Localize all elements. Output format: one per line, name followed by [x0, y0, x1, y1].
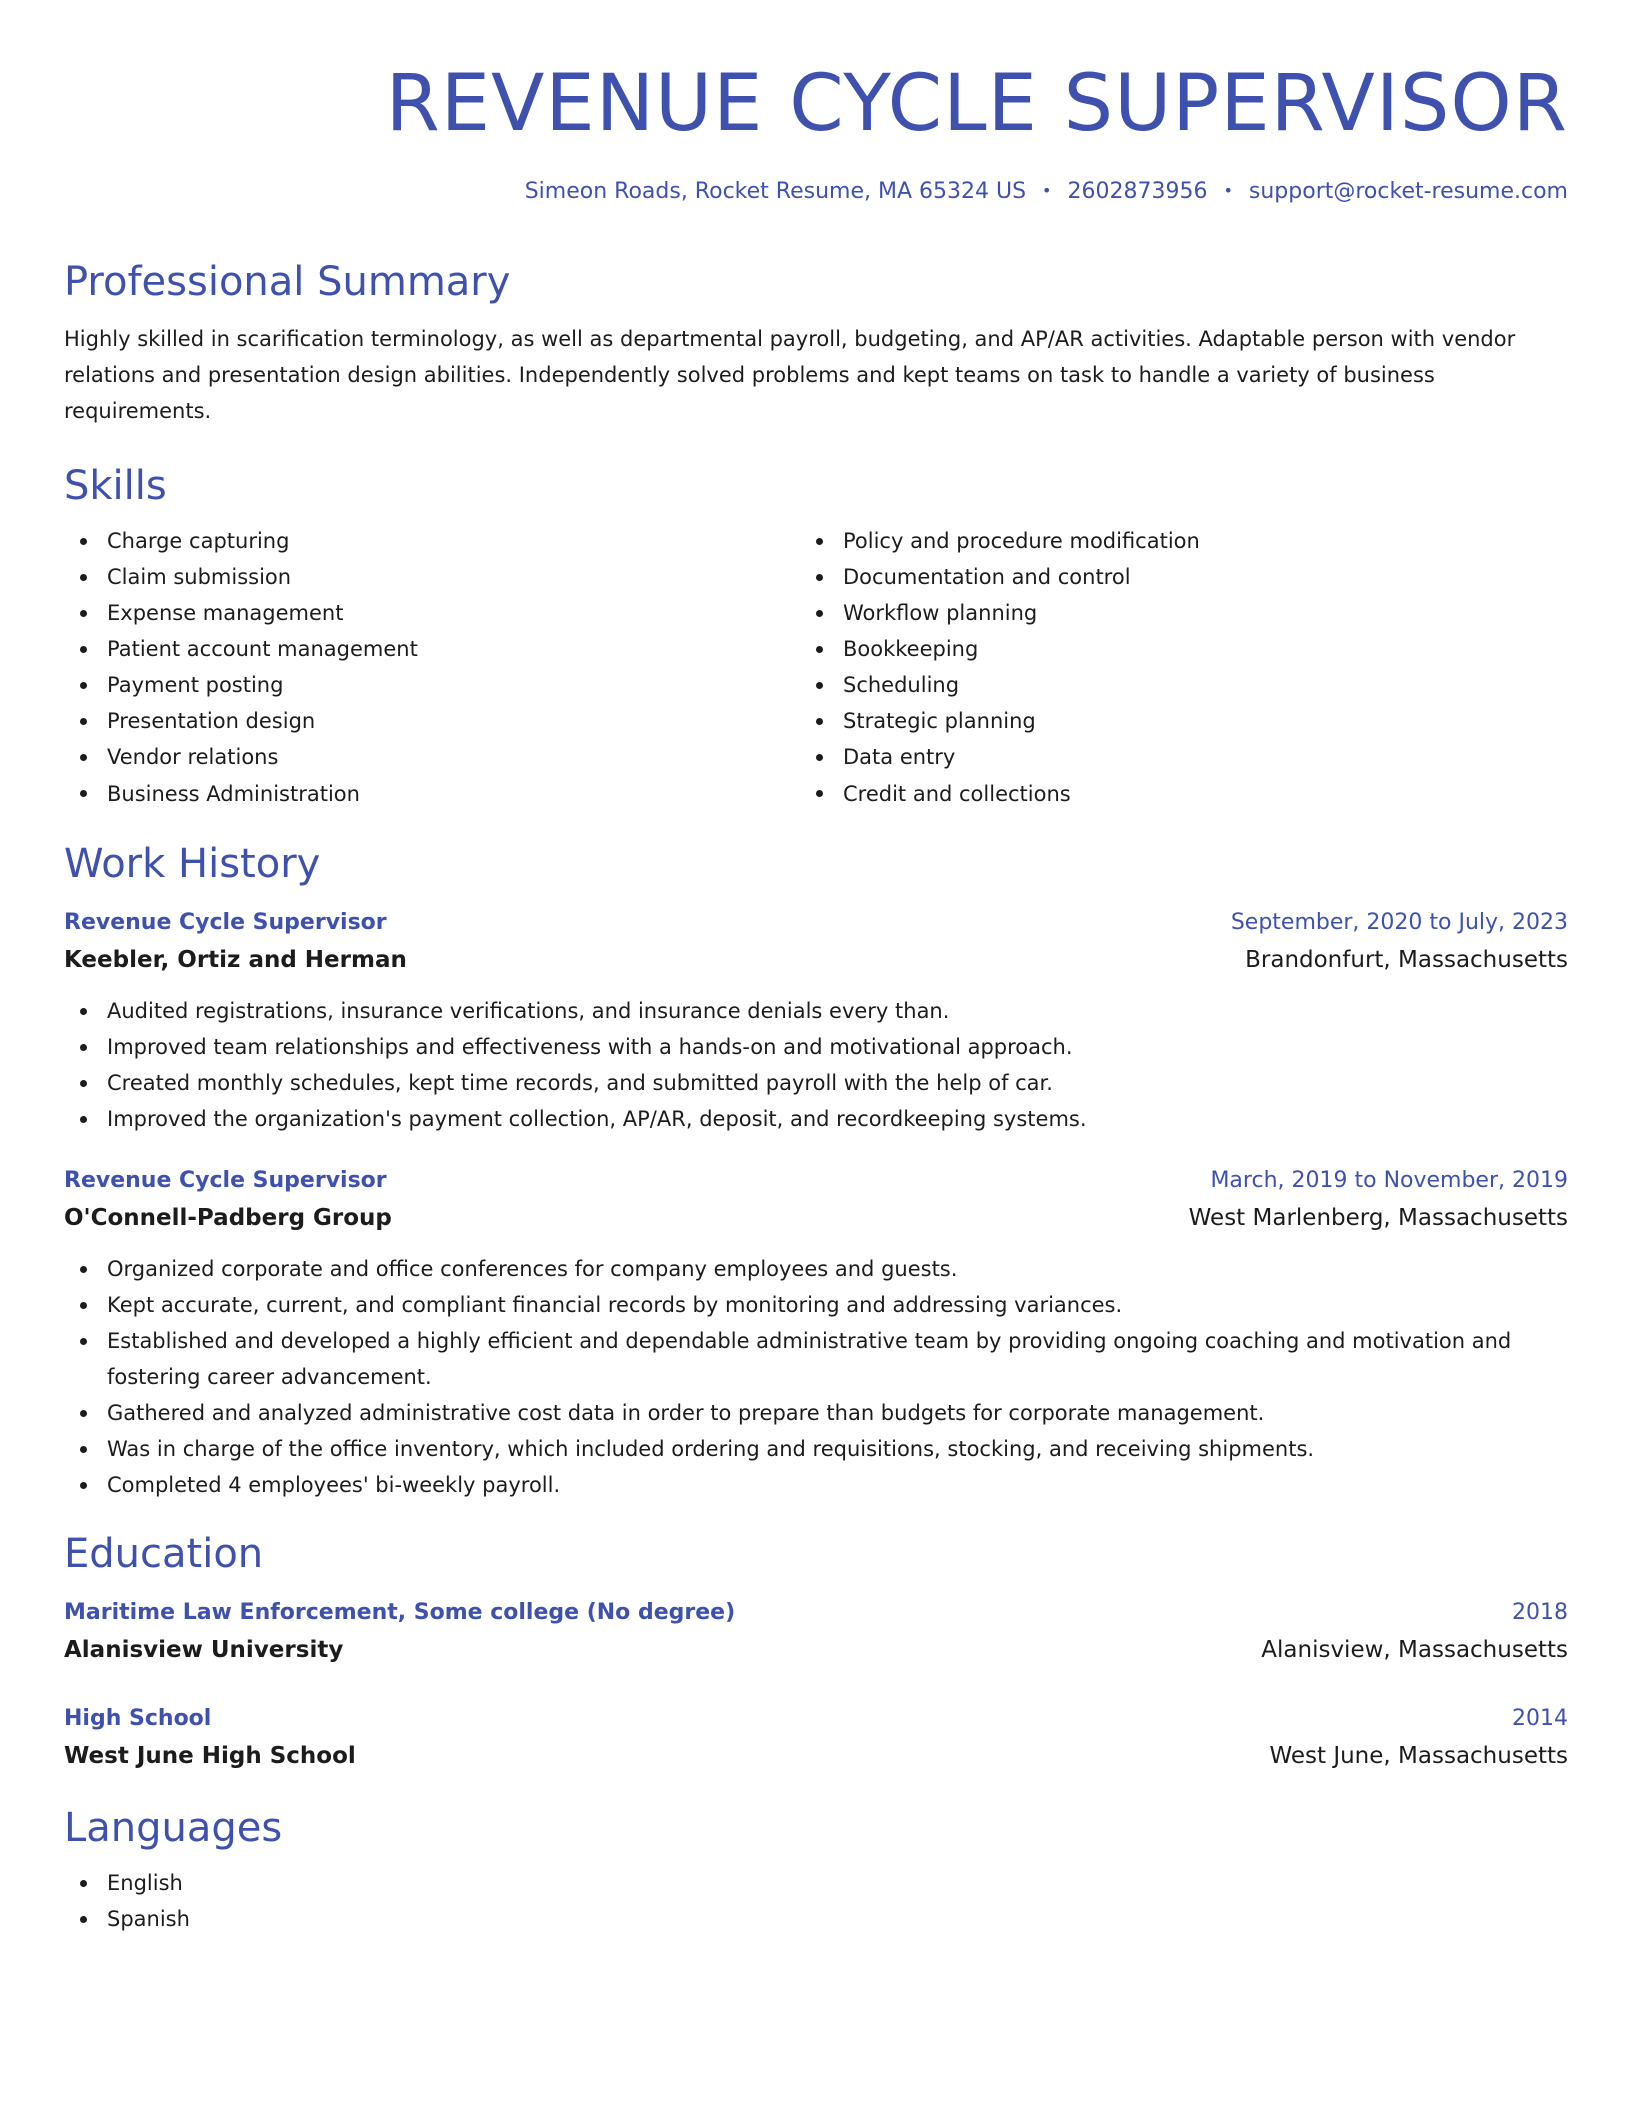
- skill-item: Credit and collections: [800, 775, 1536, 813]
- contact-line: [64, 176, 1568, 207]
- job-bullets: [64, 993, 1568, 1137]
- education-heading: Education: [64, 1531, 264, 1577]
- skill-item: Expense management: [64, 595, 800, 631]
- education-header-row: [64, 1701, 1568, 1737]
- job-bullet: Was in charge of the office inventory, which included ordering and requisitions, stocking, and receiving shipments.: [64, 1431, 1568, 1467]
- work-history-section: [64, 839, 1568, 1503]
- skills-grid: [64, 523, 1568, 813]
- language-item: English: [64, 1865, 1568, 1901]
- job-title: Revenue Cycle Supervisor: [64, 1168, 387, 1193]
- job-title: Revenue Cycle Supervisor: [64, 910, 387, 935]
- education-school-row: [64, 1631, 1568, 1669]
- job-company: O'Connell-Padberg Group: [64, 1205, 392, 1231]
- skill-item: Bookkeeping: [800, 631, 1536, 667]
- job-entry: [64, 905, 1568, 1137]
- education-section: [64, 1529, 1568, 1775]
- education-entry: [64, 1701, 1568, 1775]
- skill-item: Presentation design: [64, 703, 800, 739]
- summary-section: [64, 257, 1568, 429]
- job-bullet: Audited registrations, insurance verifications, and insurance denials every than.: [64, 993, 1568, 1029]
- job-company-row: [64, 941, 1568, 979]
- work-history-heading: Work History: [64, 841, 321, 887]
- education-year: 2014: [1512, 1706, 1568, 1731]
- skill-item: Payment posting: [64, 667, 800, 703]
- skills-section: [64, 461, 1568, 813]
- skill-item: Scheduling: [800, 667, 1536, 703]
- job-bullet: Improved the organization's payment collection, AP/AR, deposit, and recordkeeping systems.: [64, 1101, 1568, 1137]
- skill-item: Patient account management: [64, 631, 800, 667]
- job-bullet: Established and developed a highly efficient and dependable administrative team by providing ongoing coaching and motivation and fostering career advancement.: [64, 1323, 1568, 1395]
- education-location: West June, Massachusetts: [1269, 1743, 1568, 1769]
- skill-item: Business Administration: [64, 775, 800, 813]
- skills-list-right: [800, 523, 1536, 813]
- contact-email: support@rocket-resume.com: [1248, 179, 1568, 204]
- job-bullet: Organized corporate and office conferences for company employees and guests.: [64, 1251, 1568, 1287]
- skill-item: Data entry: [800, 739, 1536, 775]
- contact-phone: 2602873956: [1067, 179, 1208, 204]
- education-school-row: [64, 1737, 1568, 1775]
- job-header-row: [64, 1163, 1568, 1199]
- education-school: West June High School: [64, 1743, 356, 1769]
- education-location: Alanisview, Massachusetts: [1261, 1637, 1568, 1663]
- language-item: Spanish: [64, 1901, 1568, 1937]
- skill-item: Claim submission: [64, 559, 800, 595]
- job-location: West Marlenberg, Massachusetts: [1188, 1205, 1568, 1231]
- summary-text: Highly skilled in scarification terminology, as well as departmental payroll, budgeting, and AP/AR activities. Adaptable person with vendor relations and presentation design abilities. Independently solved problems and kept teams on task to handle a variety of business requirements.: [64, 327, 1516, 423]
- job-entry: [64, 1163, 1568, 1503]
- resume-header: [64, 56, 1568, 207]
- job-bullets: [64, 1251, 1568, 1503]
- skill-item: Policy and procedure modification: [800, 523, 1536, 559]
- skill-item: Strategic planning: [800, 703, 1536, 739]
- skills-list-left: [64, 523, 800, 813]
- job-bullet: Gathered and analyzed administrative cost data in order to prepare than budgets for corporate management.: [64, 1395, 1568, 1431]
- education-entry: [64, 1595, 1568, 1669]
- job-company-row: [64, 1199, 1568, 1237]
- education-degree: Maritime Law Enforcement, Some college (No degree): [64, 1600, 736, 1625]
- resume-name: REVENUE CYCLE SUPERVISOR: [385, 59, 1568, 149]
- languages-section: [64, 1803, 1568, 1937]
- skill-item: Charge capturing: [64, 523, 800, 559]
- skills-heading: Skills: [64, 463, 167, 509]
- job-bullet: Completed 4 employees' bi-weekly payroll.: [64, 1467, 1568, 1503]
- languages-heading: Languages: [64, 1805, 283, 1851]
- job-location: Brandonfurt, Massachusetts: [1245, 947, 1568, 973]
- education-header-row: [64, 1595, 1568, 1631]
- skill-item: Workflow planning: [800, 595, 1536, 631]
- job-header-row: [64, 905, 1568, 941]
- job-bullet: Created monthly schedules, kept time records, and submitted payroll with the help of car.: [64, 1065, 1568, 1101]
- skills-column-left: [64, 523, 800, 813]
- education-degree: High School: [64, 1706, 212, 1731]
- contact-address: Simeon Roads, Rocket Resume, MA 65324 US: [524, 179, 1027, 204]
- job-dates: September, 2020 to July, 2023: [1230, 910, 1568, 935]
- job-company: Keebler, Ortiz and Herman: [64, 947, 407, 973]
- skills-column-right: [800, 523, 1536, 813]
- job-dates: March, 2019 to November, 2019: [1210, 1168, 1568, 1193]
- skill-item: Documentation and control: [800, 559, 1536, 595]
- contact-separator: •: [1223, 181, 1233, 200]
- job-bullet: Kept accurate, current, and compliant financial records by monitoring and addressing variances.: [64, 1287, 1568, 1323]
- contact-separator: •: [1042, 181, 1052, 200]
- skill-item: Vendor relations: [64, 739, 800, 775]
- education-year: 2018: [1512, 1600, 1568, 1625]
- summary-heading: Professional Summary: [64, 259, 511, 305]
- languages-list: [64, 1865, 1568, 1937]
- education-school: Alanisview University: [64, 1637, 344, 1663]
- job-bullet: Improved team relationships and effectiveness with a hands-on and motivational approach.: [64, 1029, 1568, 1065]
